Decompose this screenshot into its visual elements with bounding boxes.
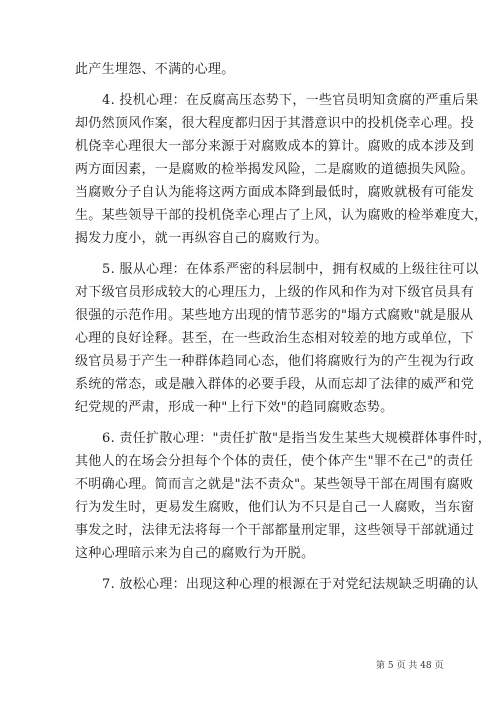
text-line: 这种心理暗示来为自己的腐败行为开脱。 [75,546,315,561]
body-text [75,58,492,596]
text-line: 系统的常态，或是融入群体的必要手段，从而忘却了法律的威严和党 [75,377,475,392]
text-line: 其他人的在场会分担每个个体的责任，使个体产生"罪不在己"的责任 [75,454,474,469]
text-line: 事发之时，法律无法将每一个干部都量刑定罪，这些领导干部就通过 [75,523,475,538]
text-line: 当腐败分子自认为能将这两方面成本降到最低时，腐败就极有可能发 [75,185,475,200]
text-line: 级官员易于产生一种群体趋同心态，他们将腐败行为的产生视为行政 [75,354,475,369]
text-line: 揭发力度小，就一再纵容自己的腐败行为。 [75,231,328,246]
page-number-footer: 第 5 页 共 48 页 [376,661,444,671]
text-line: 对下级官员形成较大的心理压力，上级的作风和作为对下级官员具有 [75,285,475,300]
text-line: 行为发生时，更易发生腐败，他们认为不只是自己一人腐败，当东窗 [75,500,475,515]
paragraph-7-heading-line: 7. 放松心理：出现这种心理的根源在于对党纪法规缺乏明确的认 [102,577,479,592]
text-line: 两方面因素，一是腐败的检举揭发风险，二是腐败的道德损失风险。 [75,162,475,177]
text-line: 机侥幸心理很大一部分来源于对腐败成本的算计。腐败的成本涉及到 [75,139,475,154]
paragraph-4-heading-line: 4. 投机心理：在反腐高压态势下，一些官员明知贪腐的严重后果 [102,93,479,108]
text-line: 心理的良好诠释。甚至，在一些政治生态相对较差的地方或单位，下 [75,331,475,346]
text-line: 纪党规的严肃，形成一种"上行下效"的趋同腐败态势。 [75,400,394,415]
paragraph-5-heading-line: 5. 服从心理：在体系严密的科层制中，拥有权威的上级往往可以 [102,262,479,277]
text-line: 不明确心理。简而言之就是"法不责众"。某些领导干部在周围有腐败 [75,477,474,492]
paragraph-6-heading-line: 6. 责任扩散心理："责任扩散"是指当发生某些大规模群体事件时， [102,431,492,446]
text-line: 却仍然顶风作案，很大程度都归因于其潜意识中的投机侥幸心理。投 [75,116,475,131]
text-line: 此产生埋怨、不满的心理。 [75,62,235,77]
text-line: 生。某些领导干部的投机侥幸心理占了上风，认为腐败的检举难度大， [75,208,488,223]
text-line: 很强的示范作用。某些地方出现的情节恶劣的"塌方式腐败"就是服从 [75,308,474,323]
